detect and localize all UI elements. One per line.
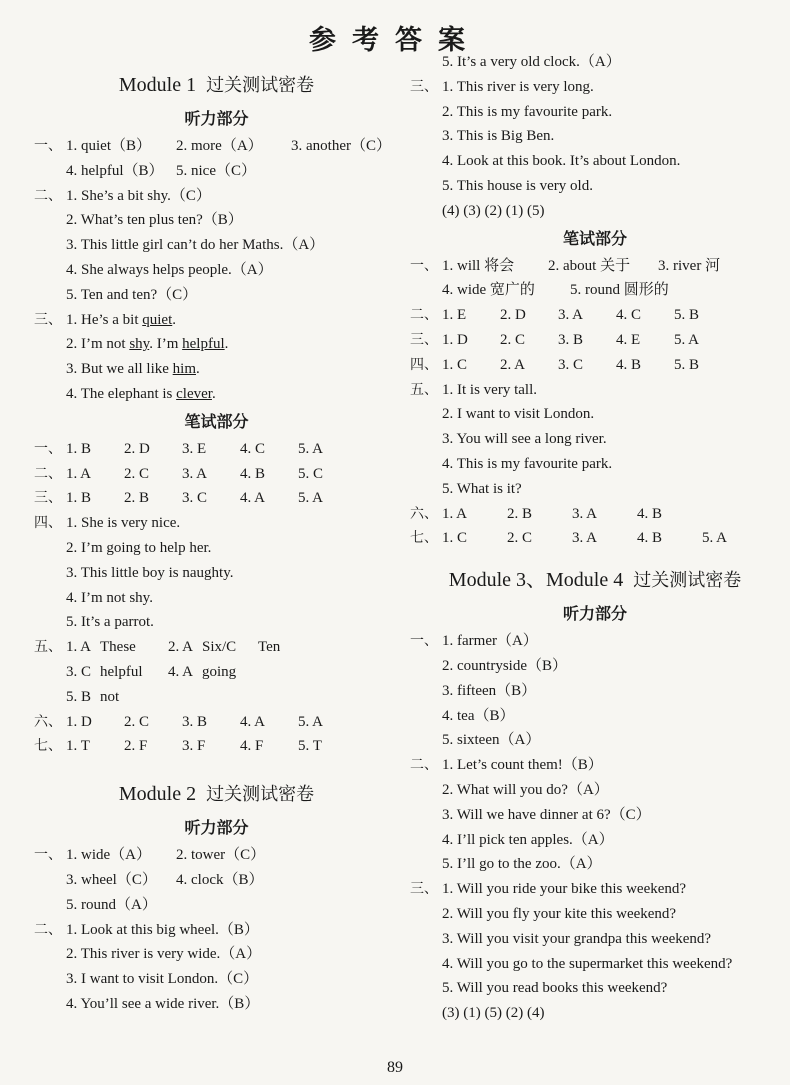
module34-title: Module 3、Module 4 过关测试密卷 [448, 569, 742, 592]
answer-line: 5. This house is very old. [442, 177, 593, 194]
answer-line: 5. B not [66, 688, 120, 705]
answer-line: 5. It’s a parrot. [66, 614, 154, 631]
answer-line: 三、 1. This river is very long. [410, 78, 594, 95]
answer-line: 三、 1. B 2. B 3. C 4. A 5. A [34, 490, 324, 507]
answer-line: 2. This is my favourite park. [442, 103, 613, 120]
answer-line: 4. I’ll pick ten apples.（A） [442, 831, 614, 848]
answer-line: 2. I want to visit London. [442, 406, 595, 423]
answer-line: 5. Will you read books this weekend? [442, 980, 668, 997]
answer-line: 3. This little girl can’t do her Maths.（A） [66, 237, 325, 254]
right-column [410, 50, 780, 1026]
answer-line: 一、 1. will 将会 2. about 关于 3. river 河 [410, 257, 721, 274]
answer-line: 3. I want to visit London.（C） [66, 971, 259, 988]
answer-line: 二、 1. Let’s count them!（B） [410, 757, 603, 774]
answer-line: 2. countryside（B） [442, 657, 567, 674]
answer-line: 5. round（A） [66, 896, 157, 913]
answer-line: 3. This is Big Ben. [442, 128, 555, 145]
answer-line: 三、 1. He’s a bit quiet. [34, 311, 176, 328]
answer-line: 一、 1. wide（A） 2. tower（C） [34, 847, 266, 864]
module1-writing-heading: 笔试部分 [184, 411, 249, 431]
answer-line: 3. Will we have dinner at 6?（C） [442, 806, 651, 823]
answer-line: 5. Ten and ten?（C） [66, 286, 198, 303]
answer-line: 2. Will you fly your kite this weekend? [442, 905, 677, 922]
answer-line: 4. You’ll see a wide river.（B） [66, 995, 260, 1012]
answer-line: 4. wide 宽广的 5. round 圆形的 [442, 282, 669, 299]
answer-line: 3. fifteen（B） [442, 682, 537, 699]
answer-line: 2. I’m not shy. I’m helpful. [66, 336, 229, 353]
module1-title: Module 1 过关测试密卷 [118, 74, 315, 96]
answer-line: 二、 1. Look at this big wheel.（B） [34, 921, 259, 938]
answer-line: 2. This river is very wide.（A） [66, 946, 262, 963]
module34-listening-heading: 听力部分 [562, 604, 627, 624]
module2-title: Module 2 过关测试密卷 [118, 783, 315, 806]
answer-line: 二、 1. A 2. C 3. A 4. B 5. C [34, 465, 324, 482]
answer-line: 一、 1. farmer（A） [410, 633, 538, 650]
answer-line: 3. You will see a long river. [442, 431, 607, 448]
answer-line: 5. It’s a very old clock.（A） [442, 54, 621, 70]
answer-line: 三、 1. D 2. C 3. B 4. E 5. A [410, 331, 700, 348]
module2-listening-heading: 听力部分 [184, 818, 249, 838]
answer-line: 七、 1. C 2. C 3. A 4. B 5. A [410, 530, 728, 547]
answer-line: 2. What’s ten plus ten?（B） [66, 212, 243, 229]
answer-line: 5. I’ll go to the zoo.（A） [442, 856, 602, 873]
answer-line: 五、 1. It is very tall. [410, 381, 537, 398]
answer-line: 3. Will you visit your grandpa this weekend? [442, 930, 712, 947]
answer-line: 二、 1. E 2. D 3. A 4. C 5. B [410, 307, 700, 324]
answer-line: (3) (1) (5) (2) (4) [442, 1005, 545, 1022]
module1-listening-heading: 听力部分 [184, 109, 249, 128]
answer-line: 4. tea（B） [442, 707, 515, 724]
page-title: 参考答案 [309, 25, 481, 56]
answer-line: 4. helpful（B） 5. nice（C） [66, 162, 256, 179]
module2-writing-heading: 笔试部分 [562, 228, 627, 248]
answer-line: 2. I’m going to help her. [66, 539, 212, 556]
answer-line: 5. sixteen（A） [442, 732, 541, 749]
answer-line: 4. I’m not shy. [66, 589, 153, 606]
answer-line: 3. C helpful 4. A going [66, 663, 237, 680]
answer-line: 3. This little boy is naughty. [66, 564, 234, 581]
answer-line: 4. Will you go to the supermarket this weekend? [442, 955, 733, 972]
page-number: 89 [387, 1059, 403, 1076]
answer-line: 六、 1. D 2. C 3. B 4. A 5. A [34, 713, 324, 730]
answer-line: 六、 1. A 2. B 3. A 4. B [410, 505, 663, 522]
answer-line: 二、 1. She’s a bit shy.（C） [34, 187, 211, 204]
answer-line: 4. She always helps people.（A） [66, 261, 273, 278]
answer-line: 三、 1. Will you ride your bike this weekend? [410, 881, 687, 898]
answer-line: 4. This is my favourite park. [442, 455, 613, 472]
answer-line: 2. What will you do?（A） [442, 781, 609, 798]
left-column [34, 70, 399, 1017]
answer-line: 一、 1. B 2. D 3. E 4. C 5. A [34, 440, 324, 457]
answer-line: 4. Look at this book. It’s about London. [442, 153, 681, 170]
answer-line: 一、 1. quiet（B） 2. more（A） 3. another（C） [34, 138, 391, 154]
answer-line: 七、 1. T 2. F 3. F 4. F 5. T [34, 738, 322, 755]
answer-line: 四、 1. She is very nice. [34, 515, 181, 532]
answer-line: 五、 1. A These 2. A Six/C Ten [34, 639, 281, 656]
answer-line: (4) (3) (2) (1) (5) [442, 202, 545, 219]
answer-line: 5. What is it? [442, 480, 522, 497]
answer-line: 4. The elephant is clever. [66, 385, 216, 402]
answer-line: 四、 1. C 2. A 3. C 4. B 5. B [410, 356, 700, 373]
answer-line: 3. But we all like him. [66, 361, 200, 378]
answer-line: 3. wheel（C） 4. clock（B） [66, 871, 264, 888]
